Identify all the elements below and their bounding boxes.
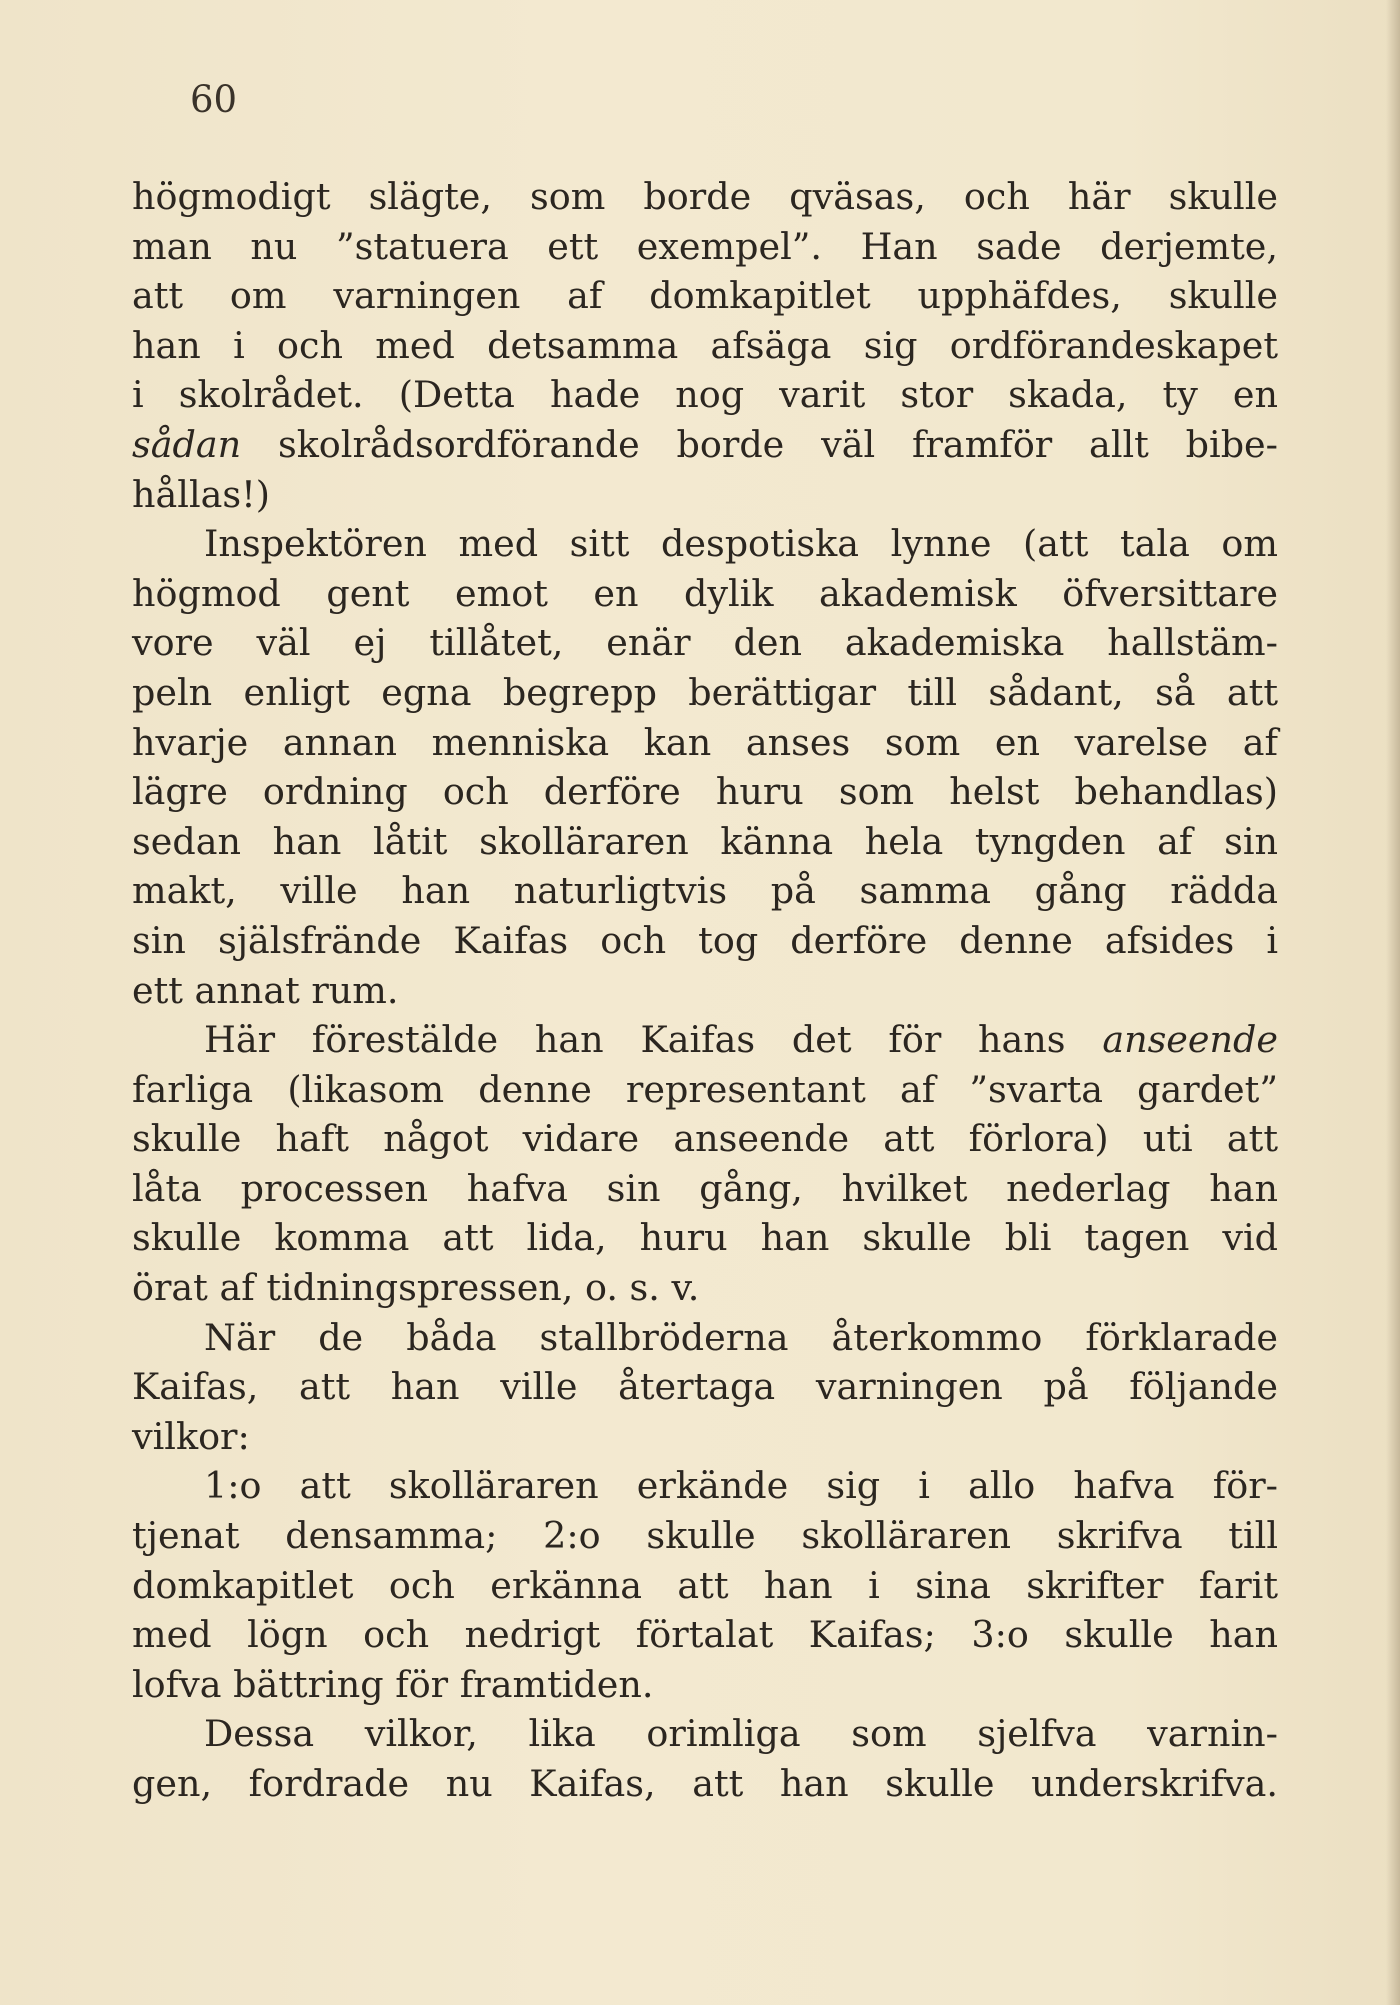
- text-line: skulle komma att lida, huru han skulle bli tagen vid: [132, 1216, 1278, 1260]
- text-line: låta processen hafva sin gång, hvilket nederlag han: [132, 1166, 1278, 1210]
- text-line: med lögn och nedrigt förtalat Kaifas; 3:o skulle han: [132, 1613, 1278, 1657]
- text-line: att om varningen af domkapitlet upphäfdes, skulle: [132, 274, 1278, 318]
- text-line: högmodigt slägte, som borde qväsas, och här skulle: [132, 175, 1278, 218]
- text-line: ett annat rum.: [132, 968, 399, 1012]
- body-text: [132, 172, 1278, 1809]
- text-line: sedan han låtit skolläraren känna hela tyngden af sin: [132, 819, 1278, 863]
- text-line: vilkor:: [132, 1414, 250, 1458]
- page-number: 60: [190, 78, 238, 121]
- text-line: farliga (likasom denne representant af ”svarta gardet”: [132, 1067, 1278, 1111]
- text-line: [132, 1015, 1278, 1065]
- text-segment: Här förestälde han Kaifas det för hans: [204, 1018, 1103, 1062]
- page-edge-shadow: [1386, 0, 1400, 2005]
- text-line: tjenat densamma; 2:o skulle skolläraren skrifva till: [132, 1514, 1278, 1558]
- text-line: makt, ville han naturligtvis på samma gång rädda: [132, 869, 1278, 913]
- text-line: Dessa vilkor, lika orimliga som sjelfva varnin-: [204, 1712, 1278, 1756]
- text-line: hållas!): [132, 472, 271, 516]
- text-line: lofva bättring för framtiden.: [132, 1662, 654, 1706]
- text-line: 1:o att skolläraren erkände sig i allo hafva för-: [204, 1464, 1278, 1508]
- text-line: domkapitlet och erkänna att han i sina skrifter farit: [132, 1563, 1278, 1607]
- text-line: lägre ordning och derföre huru som helst behandlas): [132, 770, 1278, 814]
- text-line: peln enligt egna begrepp berättigar till sådant, så att: [132, 670, 1278, 714]
- text-line: Kaifas, att han ville återtaga varningen på följande: [132, 1365, 1278, 1409]
- text-line: högmod gent emot en dylik akademisk öfversittare: [132, 571, 1278, 615]
- text-line: man nu ”statuera ett exempel”. Han sade derjemte,: [132, 224, 1278, 268]
- text-line: gen, fordrade nu Kaifas, att han skulle underskrifva.: [132, 1762, 1278, 1805]
- text-line: [132, 420, 1278, 470]
- text-line: i skolrådet. (Detta hade nog varit stor skada, ty en: [132, 373, 1278, 417]
- text-line: skulle haft något vidare anseende att förlora) uti att: [132, 1117, 1278, 1161]
- text-segment: skolrådsordförande borde väl framför allt bibe-: [241, 422, 1278, 466]
- text-line: vore väl ej tillåtet, enär den akademiska hallstäm-: [132, 621, 1278, 665]
- text-line: Inspektören med sitt despotiska lynne (att tala om: [204, 522, 1278, 566]
- text-line: När de båda stallbröderna återkommo förklarade: [204, 1315, 1278, 1359]
- italic-word: anseende: [1102, 1018, 1278, 1062]
- text-line: hvarje annan menniska kan anses som en varelse af: [132, 720, 1278, 764]
- text-line: örat af tidningspressen, o. s. v.: [132, 1266, 700, 1310]
- text-line: han i och med detsamma afsäga sig ordförandeskapet: [132, 323, 1278, 367]
- text-line: sin själsfrände Kaifas och tog derföre denne afsides i: [132, 918, 1278, 962]
- italic-word: sådan: [132, 422, 242, 466]
